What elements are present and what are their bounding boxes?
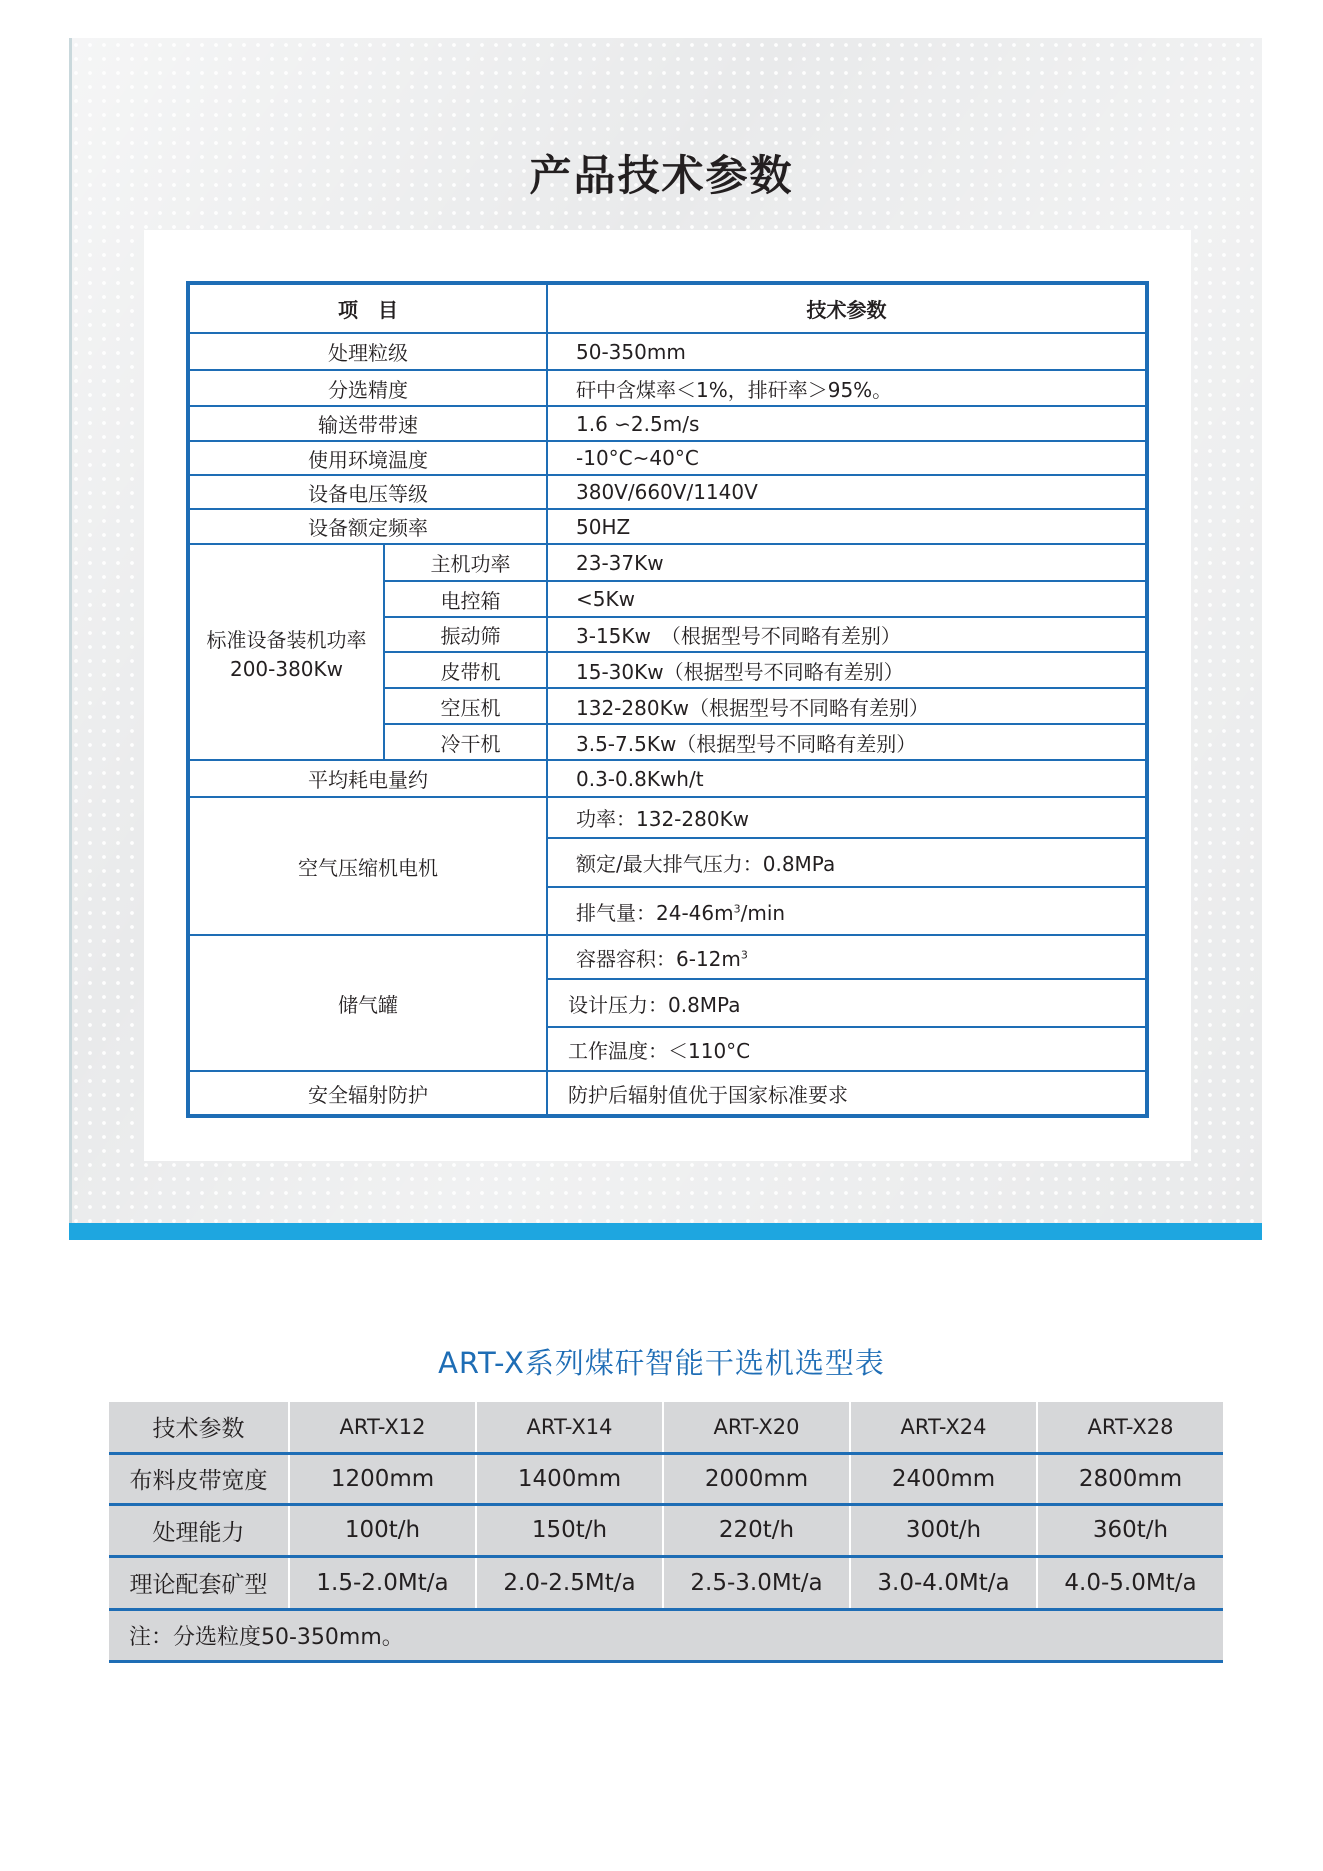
avg-power-label: 平均耗电量约 (188, 760, 547, 797)
spec-header-row (188, 283, 1147, 333)
power-item-value: 3.5-7.5Kw（根据型号不同略有差别） (547, 724, 1147, 760)
power-item-value: 3-15Kw （根据型号不同略有差别） (547, 617, 1147, 652)
selection-cell: 3.0-4.0Mt/a (850, 1556, 1037, 1609)
power-item-label: 皮带机 (384, 652, 547, 688)
selection-cell: 2400mm (850, 1453, 1037, 1504)
header-value: 技术参数 (547, 283, 1147, 333)
selection-note-row (109, 1609, 1223, 1661)
power-item-label: 主机功率 (384, 544, 547, 581)
compressor-exhaust-text: 排气量：24-46m (576, 900, 734, 925)
panel-left-edge (69, 38, 72, 1223)
power-item-label: 电控箱 (384, 581, 547, 617)
selection-header-cell: ART-X12 (289, 1402, 476, 1453)
power-item-value: <5Kw (547, 581, 1147, 617)
power-item-label: 空压机 (384, 688, 547, 724)
avg-power-row (188, 760, 1147, 797)
selection-cell: 2000mm (663, 1453, 850, 1504)
avg-power-value: 0.3-0.8Kwh/t (547, 760, 1147, 797)
compressor-row (188, 797, 1147, 838)
spec-row-value: 380V/660V/1140V (547, 475, 1147, 509)
spec-row-label: 分选精度 (188, 370, 547, 406)
spec-row (188, 509, 1147, 544)
compressor-power: 功率：132-280Kw (547, 797, 1147, 838)
spec-row-label: 设备电压等级 (188, 475, 547, 509)
compressor-pressure: 额定/最大排气压力：0.8MPa (547, 838, 1147, 887)
spec-row-value: -10°C~40°C (547, 441, 1147, 475)
power-item-value: 132-280Kw（根据型号不同略有差别） (547, 688, 1147, 724)
selection-header-cell: ART-X24 (850, 1402, 1037, 1453)
spec-row (188, 333, 1147, 370)
selection-cell: 处理能力 (109, 1504, 289, 1556)
power-item-label: 振动筛 (384, 617, 547, 652)
tank-row (188, 935, 1147, 979)
selection-title: ART-X系列煤矸智能干选机选型表 (438, 1346, 885, 1380)
spec-row-label: 使用环境温度 (188, 441, 547, 475)
power-group-label-line1: 标准设备装机功率 (206, 627, 367, 652)
selection-cell: 150t/h (476, 1504, 663, 1556)
spec-row (188, 441, 1147, 475)
tank-volume (547, 935, 1147, 979)
power-item-value: 23-37Kw (547, 544, 1147, 581)
selection-cell: 100t/h (289, 1504, 476, 1556)
selection-header-row (109, 1402, 1223, 1453)
spec-row (188, 370, 1147, 406)
spec-row (188, 406, 1147, 441)
radiation-row (188, 1071, 1147, 1116)
tank-pressure: 设计压力：0.8MPa (547, 979, 1147, 1027)
spec-row-label: 设备额定频率 (188, 509, 547, 544)
compressor-label: 空气压缩机电机 (188, 797, 547, 935)
spec-row-value: 1.6 ∽2.5m/s (547, 406, 1147, 441)
spec-table (186, 281, 1149, 1118)
selection-header-cell: ART-X20 (663, 1402, 850, 1453)
spec-row (188, 475, 1147, 509)
power-group-label-line2: 200-380Kw (229, 656, 344, 681)
radiation-label: 安全辐射防护 (188, 1071, 547, 1116)
power-item-label: 冷干机 (384, 724, 547, 760)
selection-row (109, 1504, 1223, 1556)
header-item: 项 目 (188, 283, 547, 333)
spec-row-value: 矸中含煤率＜1%，排矸率＞95%。 (547, 370, 1147, 406)
selection-cell: 2.5-3.0Mt/a (663, 1556, 850, 1609)
tank-temp: 工作温度：＜110°C (547, 1027, 1147, 1071)
spec-row-value: 50HZ (547, 509, 1147, 544)
power-row (188, 544, 1147, 581)
power-item-value: 15-30Kw（根据型号不同略有差别） (547, 652, 1147, 688)
spec-row-value: 50-350mm (547, 333, 1147, 370)
selection-header-cell: ART-X14 (476, 1402, 663, 1453)
selection-cell: 布料皮带宽度 (109, 1453, 289, 1504)
selection-header-cell: 技术参数 (109, 1402, 289, 1453)
selection-header-cell: ART-X28 (1037, 1402, 1223, 1453)
selection-cell: 1400mm (476, 1453, 663, 1504)
selection-cell: 300t/h (850, 1504, 1037, 1556)
selection-cell: 2800mm (1037, 1453, 1223, 1504)
selection-cell: 4.0-5.0Mt/a (1037, 1556, 1223, 1609)
compressor-exhaust (547, 887, 1147, 935)
compressor-exhaust-sup: 3 (733, 901, 741, 915)
selection-cell: 360t/h (1037, 1504, 1223, 1556)
spec-row-label: 处理粒级 (188, 333, 547, 370)
tank-volume-sup: 3 (740, 947, 748, 961)
tank-label: 储气罐 (188, 935, 547, 1071)
power-group-label (188, 544, 384, 760)
selection-cell: 1200mm (289, 1453, 476, 1504)
selection-table (109, 1402, 1223, 1663)
selection-note: 注：分选粒度50-350mm。 (109, 1609, 1223, 1661)
tank-volume-text: 容器容积：6-12m (576, 946, 741, 971)
selection-cell: 2.0-2.5Mt/a (476, 1556, 663, 1609)
selection-cell: 1.5-2.0Mt/a (289, 1556, 476, 1609)
blue-divider-bar (69, 1223, 1262, 1240)
spec-row-label: 输送带带速 (188, 406, 547, 441)
radiation-value: 防护后辐射值优于国家标准要求 (547, 1071, 1147, 1116)
selection-cell: 220t/h (663, 1504, 850, 1556)
selection-cell: 理论配套矿型 (109, 1556, 289, 1609)
compressor-exhaust-unit: /min (740, 900, 786, 925)
selection-row (109, 1453, 1223, 1504)
selection-row (109, 1556, 1223, 1609)
page-title: 产品技术参数 (529, 151, 794, 200)
